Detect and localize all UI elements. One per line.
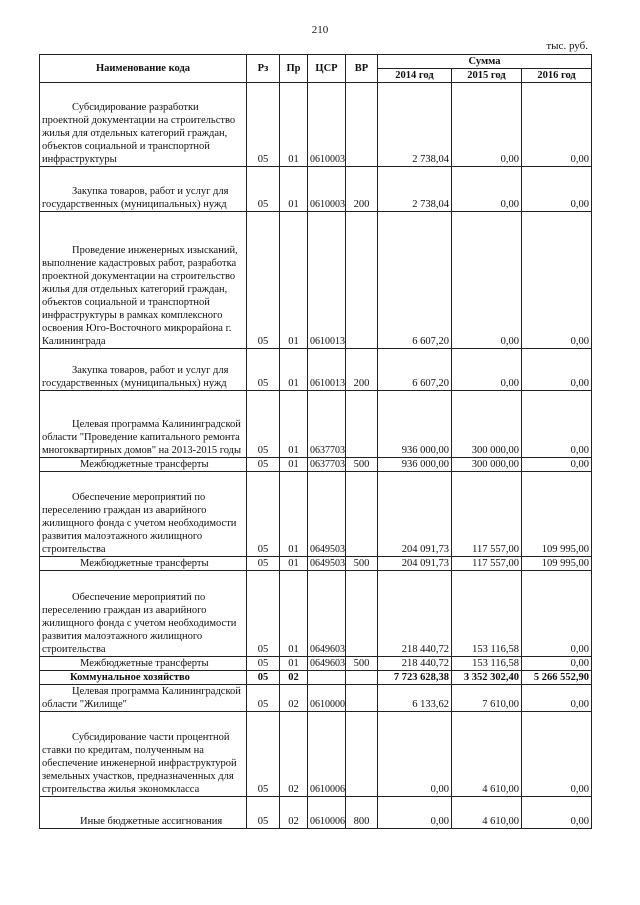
row-name: Субсидирование разработки проектной документации на строительство жилья для отдельных категорий граждан, объектов социальной и транспортной инфраструктуры (40, 83, 247, 167)
row-2015: 300 000,00 (452, 391, 522, 458)
row-2014: 6 133,62 (378, 685, 452, 712)
row-2015: 0,00 (452, 167, 522, 212)
row-vr (346, 712, 378, 797)
row-rz: 05 (247, 685, 280, 712)
row-csr: 0610003 (308, 167, 346, 212)
row-vr (346, 685, 378, 712)
row-pr: 01 (280, 657, 308, 671)
row-pr: 01 (280, 472, 308, 557)
header-vr: ВР (346, 55, 378, 83)
row-rz: 05 (247, 571, 280, 657)
row-pr: 02 (280, 671, 308, 685)
row-2014: 204 091,73 (378, 557, 452, 571)
row-2016: 0,00 (522, 712, 592, 797)
row-name: Обеспечение мероприятий по переселению граждан из аварийного жилищного фонда с учетом необходимости развития малоэтажного жилищного строительства (40, 571, 247, 657)
row-vr (346, 571, 378, 657)
row-2014: 2 738,04 (378, 167, 452, 212)
row-rz: 05 (247, 657, 280, 671)
row-rz: 05 (247, 458, 280, 472)
row-2014: 0,00 (378, 797, 452, 829)
units-label: тыс. руб. (546, 40, 588, 52)
row-rz: 05 (247, 349, 280, 391)
row-2016: 5 266 552,90 (522, 671, 592, 685)
row-2015: 117 557,00 (452, 472, 522, 557)
table-row (40, 557, 592, 571)
row-name: Субсидирование части процентной ставки по кредитам, полученным на обеспечение инженерной инфраструктурой земельных участков, предназначенных для строительства жилья экономкласса (40, 712, 247, 797)
row-2015: 153 116,58 (452, 657, 522, 671)
row-2015: 300 000,00 (452, 458, 522, 472)
row-2014: 6 607,20 (378, 349, 452, 391)
row-pr: 01 (280, 571, 308, 657)
header-2014: 2014 год (378, 69, 452, 83)
row-rz: 05 (247, 83, 280, 167)
row-name: Обеспечение мероприятий по переселению граждан из аварийного жилищного фонда с учетом необходимости развития малоэтажного жилищного строительства (40, 472, 247, 557)
row-csr: 0637703 (308, 391, 346, 458)
table-row (40, 657, 592, 671)
row-2016: 0,00 (522, 685, 592, 712)
row-2016: 0,00 (522, 83, 592, 167)
row-name: Межбюджетные трансферты (40, 657, 247, 671)
table-row (40, 167, 592, 212)
row-name: Целевая программа Калининградской области "Проведение капитального ремонта многоквартирных домов" на 2013-2015 годы (40, 391, 247, 458)
row-pr: 01 (280, 349, 308, 391)
header-2016: 2016 год (522, 69, 592, 83)
table-row (40, 458, 592, 472)
row-rz: 05 (247, 712, 280, 797)
table-row (40, 685, 592, 712)
row-2014: 2 738,04 (378, 83, 452, 167)
table-row (40, 671, 592, 685)
row-2016: 0,00 (522, 391, 592, 458)
row-vr: 800 (346, 797, 378, 829)
budget-table (39, 54, 592, 829)
table-row (40, 472, 592, 557)
table-row (40, 797, 592, 829)
row-pr: 01 (280, 167, 308, 212)
row-name: Коммунальное хозяйство (40, 671, 247, 685)
row-2015: 7 610,00 (452, 685, 522, 712)
row-csr: 0649503 (308, 557, 346, 571)
row-2015: 0,00 (452, 349, 522, 391)
table-row (40, 712, 592, 797)
row-pr: 01 (280, 212, 308, 349)
row-2015: 0,00 (452, 212, 522, 349)
row-2015: 3 352 302,40 (452, 671, 522, 685)
row-rz: 05 (247, 391, 280, 458)
row-2014: 204 091,73 (378, 472, 452, 557)
row-name: Иные бюджетные ассигнования (40, 797, 247, 829)
table-row (40, 349, 592, 391)
row-csr: 0649603 (308, 657, 346, 671)
header-sum: Сумма (378, 55, 592, 69)
row-csr: 0637703 (308, 458, 346, 472)
row-2015: 4 610,00 (452, 712, 522, 797)
row-vr (346, 83, 378, 167)
row-pr: 01 (280, 391, 308, 458)
row-2016: 0,00 (522, 571, 592, 657)
row-2015: 153 116,58 (452, 571, 522, 657)
header-rz: Рз (247, 55, 280, 83)
row-2014: 936 000,00 (378, 458, 452, 472)
row-vr: 500 (346, 657, 378, 671)
row-2015: 4 610,00 (452, 797, 522, 829)
row-rz: 05 (247, 472, 280, 557)
row-2014: 7 723 628,38 (378, 671, 452, 685)
row-pr: 01 (280, 83, 308, 167)
row-vr (346, 391, 378, 458)
row-2015: 0,00 (452, 83, 522, 167)
row-csr: 0610013 (308, 349, 346, 391)
row-vr: 500 (346, 557, 378, 571)
row-pr: 02 (280, 797, 308, 829)
row-2014: 6 607,20 (378, 212, 452, 349)
row-2016: 0,00 (522, 167, 592, 212)
table-row (40, 212, 592, 349)
row-csr: 0649503 (308, 472, 346, 557)
row-csr: 0610000 (308, 685, 346, 712)
row-2016: 0,00 (522, 657, 592, 671)
header-csr: ЦСР (308, 55, 346, 83)
row-rz: 05 (247, 557, 280, 571)
row-csr: 0610013 (308, 212, 346, 349)
row-2016: 0,00 (522, 349, 592, 391)
row-pr: 01 (280, 557, 308, 571)
row-rz: 05 (247, 797, 280, 829)
header-name: Наименование кода (40, 55, 247, 83)
page-number: 210 (311, 24, 329, 36)
row-name: Межбюджетные трансферты (40, 458, 247, 472)
row-vr: 500 (346, 458, 378, 472)
row-2014: 218 440,72 (378, 657, 452, 671)
row-name: Целевая программа Калининградской области "Жилище" (40, 685, 247, 712)
row-rz: 05 (247, 212, 280, 349)
row-rz: 05 (247, 671, 280, 685)
row-2016: 109 995,00 (522, 557, 592, 571)
row-pr: 02 (280, 712, 308, 797)
row-2014: 0,00 (378, 712, 452, 797)
row-name: Межбюджетные трансферты (40, 557, 247, 571)
row-vr (346, 212, 378, 349)
row-name: Закупка товаров, работ и услуг для государственных (муниципальных) нужд (40, 167, 247, 212)
row-2014: 218 440,72 (378, 571, 452, 657)
row-pr: 01 (280, 458, 308, 472)
row-csr (308, 671, 346, 685)
row-2014: 936 000,00 (378, 391, 452, 458)
header-pr: Пр (280, 55, 308, 83)
row-pr: 02 (280, 685, 308, 712)
header-2015: 2015 год (452, 69, 522, 83)
row-2016: 0,00 (522, 212, 592, 349)
row-csr: 0610006 (308, 712, 346, 797)
table-row (40, 571, 592, 657)
row-vr (346, 671, 378, 685)
row-2016: 109 995,00 (522, 472, 592, 557)
row-vr (346, 472, 378, 557)
row-vr: 200 (346, 349, 378, 391)
row-csr: 0610006 (308, 797, 346, 829)
table-row (40, 83, 592, 167)
row-csr: 0610003 (308, 83, 346, 167)
row-2016: 0,00 (522, 458, 592, 472)
row-2016: 0,00 (522, 797, 592, 829)
row-csr: 0649603 (308, 571, 346, 657)
row-name: Закупка товаров, работ и услуг для государственных (муниципальных) нужд (40, 349, 247, 391)
row-2015: 117 557,00 (452, 557, 522, 571)
row-vr: 200 (346, 167, 378, 212)
row-rz: 05 (247, 167, 280, 212)
table-row (40, 391, 592, 458)
row-name: Проведение инженерных изысканий, выполнение кадастровых работ, разработка проектной документации на строительство жилья для отдельных категорий граждан, объектов социальной и транспортной инфраструктуры в рамках комплексного освоения Юго-Восточного микрорайона г. Калининграда (40, 212, 247, 349)
